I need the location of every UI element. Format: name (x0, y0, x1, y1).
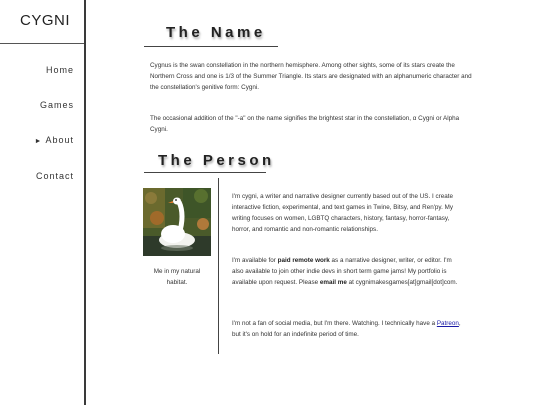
person-paragraph-2 (232, 255, 464, 288)
patreon-link[interactable]: Patreon (436, 320, 459, 327)
text-segment: , but it's on hold for an indefinite period of time. (232, 320, 461, 338)
sidebar (0, 0, 86, 405)
nav-item-about[interactable] (35, 135, 74, 145)
nav-item-label: Home (45, 65, 74, 75)
text-segment: at cygnimakesgames[at]gmail[dot]com. (346, 279, 458, 286)
heading-underline (144, 172, 266, 173)
heading-underline (144, 46, 278, 47)
site-logo[interactable]: CYGNI (0, 0, 84, 44)
photo-caption: Me in my natural habitat. (153, 268, 201, 286)
text-segment: as a narrative designer, writer, or editor. I'm also available to join other indie devs in short term game jams! My portfolio is available upon request. Please (232, 257, 452, 286)
name-paragraph-2: The occasional addition of the "-a" on the name signifies the brightest star in the constellation, α Cygni or Alpha Cygni. (150, 115, 460, 133)
person-paragraph-3 (232, 318, 464, 340)
person-paragraph-1: I'm cygni, a writer and narrative designer currently based out of the US. I create interactive fiction, experimental, and text games in Twine, Bitsy, and Ren'py. My writing focuses on women, LGBTQ characters, history, fantasy, horror-fantasy, horror, and romantic and non-romantic relationships. (232, 193, 453, 233)
nav-item-contact[interactable] (36, 171, 74, 181)
nav-item-games[interactable] (40, 100, 74, 110)
text-segment: I'm available for (232, 257, 278, 264)
bold-text: paid remote work (277, 257, 330, 264)
text-segment: I'm not a fan of social media, but I'm there. Watching. I technically have a (232, 320, 437, 327)
the-person-heading: The Person (158, 152, 275, 169)
nav-item-label: About (45, 135, 74, 145)
nav-item-label: Games (39, 100, 74, 110)
nav-item-label: Contact (35, 171, 74, 181)
name-paragraph-1: Cygnus is the swan constellation in the northern hemisphere. Among other sights, some of its stars create the Northern Cross and one is 1/3 of the Summer Triangle. Its stars are designated with an alphanumeric character and the constellation's genitive form: Cygni. (150, 62, 472, 91)
column-divider (218, 178, 219, 354)
bold-text: email me (319, 279, 347, 286)
nav-item-home[interactable] (46, 65, 74, 75)
swan-photo (143, 188, 211, 256)
current-page-arrow-icon: ► (34, 138, 43, 145)
the-name-heading: The Name (166, 24, 266, 41)
